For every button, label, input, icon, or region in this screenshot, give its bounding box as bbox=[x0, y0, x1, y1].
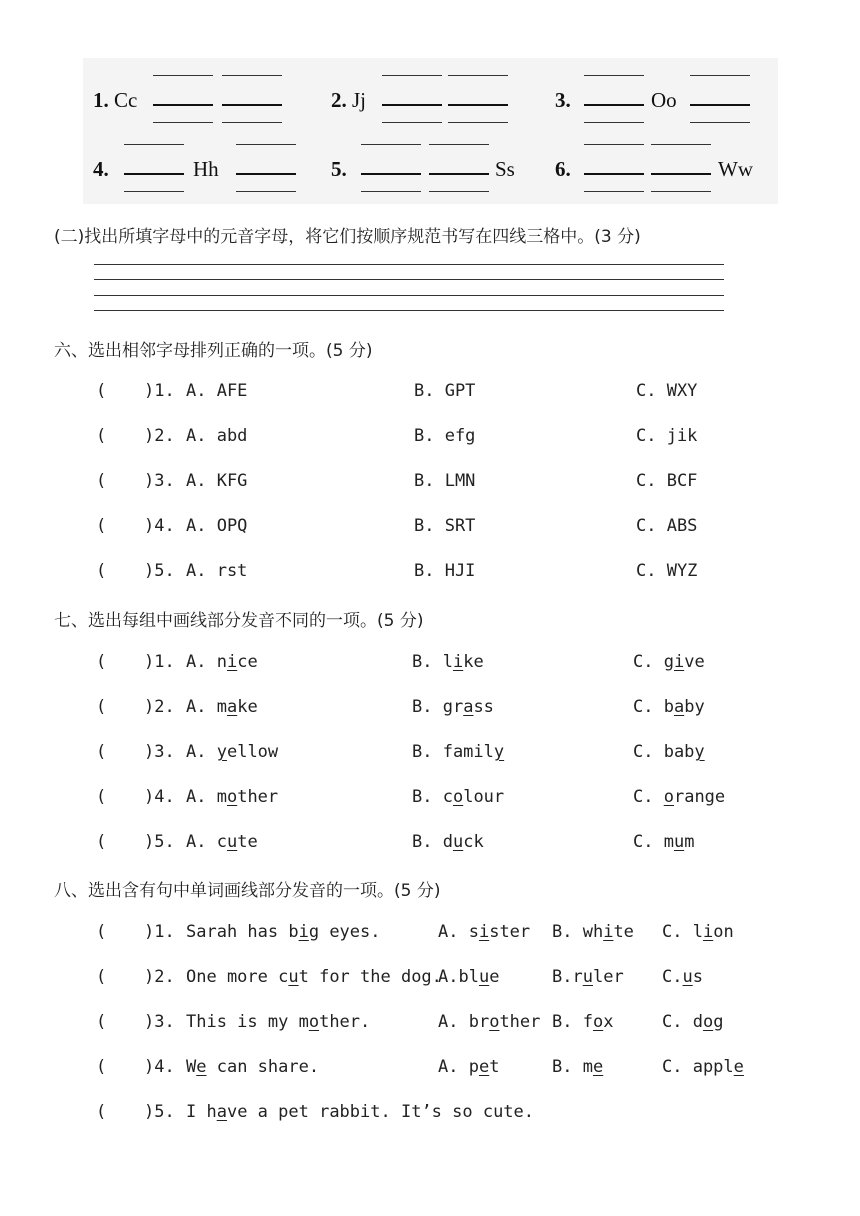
option-b: B. fox bbox=[552, 1012, 614, 1032]
option-a: A. rst bbox=[186, 561, 248, 581]
question-row bbox=[96, 1012, 796, 1036]
question-number: )1. bbox=[144, 652, 175, 672]
option-a: A. pet bbox=[438, 1057, 500, 1077]
option-b: B. family bbox=[412, 742, 505, 762]
option-a: A. abd bbox=[186, 426, 248, 446]
option-b: B. efg bbox=[414, 426, 476, 446]
option-a: A. yellow bbox=[186, 742, 279, 762]
question-row bbox=[96, 426, 796, 450]
write-slot[interactable] bbox=[382, 75, 442, 123]
write-slot[interactable] bbox=[429, 144, 489, 192]
letter-item-1: 1. Cc bbox=[93, 88, 138, 112]
letter-item-4: Hh bbox=[193, 157, 219, 181]
answer-bracket[interactable]: ( bbox=[96, 652, 107, 672]
question-row bbox=[96, 967, 796, 991]
letter-item-3-num: 3. bbox=[555, 88, 571, 112]
option-c: C. dog bbox=[662, 1012, 724, 1032]
letter-item-5-num: 5. bbox=[331, 157, 347, 181]
question-number: )5. bbox=[144, 1102, 175, 1122]
option-b: B. HJI bbox=[414, 561, 476, 581]
question-row bbox=[96, 561, 796, 585]
option-b: B. duck bbox=[412, 832, 484, 852]
question-row bbox=[96, 1102, 796, 1126]
section-7-title: 七、选出每组中画线部分发音不同的一项。(5 分) bbox=[54, 611, 424, 631]
letter-item-6: Ww bbox=[718, 157, 753, 181]
answer-bracket[interactable]: ( bbox=[96, 1102, 107, 1122]
option-a: A. AFE bbox=[186, 381, 248, 401]
question-number: )4. bbox=[144, 787, 175, 807]
write-slot[interactable] bbox=[124, 144, 184, 192]
answer-bracket[interactable]: ( bbox=[96, 1012, 107, 1032]
write-slot[interactable] bbox=[153, 75, 213, 123]
question-number: )3. bbox=[144, 1012, 175, 1032]
write-slot[interactable] bbox=[690, 75, 750, 123]
question-row bbox=[96, 787, 796, 811]
option-c: C. apple bbox=[662, 1057, 744, 1077]
answer-bracket[interactable]: ( bbox=[96, 471, 107, 491]
question-number: )3. bbox=[144, 471, 175, 491]
answer-bracket[interactable]: ( bbox=[96, 922, 107, 942]
option-a: A. cute bbox=[186, 832, 258, 852]
answer-bracket[interactable]: ( bbox=[96, 832, 107, 852]
option-a: A. mother bbox=[186, 787, 279, 807]
option-a: A.blue bbox=[438, 967, 500, 987]
option-b: B. LMN bbox=[414, 471, 476, 491]
question-row bbox=[96, 697, 796, 721]
section-vowels-title: (二)找出所填字母中的元音字母，将它们按顺序规范书写在四线三格中。(3 分) bbox=[54, 227, 641, 247]
answer-bracket[interactable]: ( bbox=[96, 787, 107, 807]
question-sentence: One more cut for the dog. bbox=[186, 967, 442, 987]
question-sentence: We can share. bbox=[186, 1057, 320, 1077]
option-b: B. GPT bbox=[414, 381, 476, 401]
option-a: A. sister bbox=[438, 922, 531, 942]
option-a: A. KFG bbox=[186, 471, 248, 491]
option-a: A. nice bbox=[186, 652, 258, 672]
question-row bbox=[96, 516, 796, 540]
answer-bracket[interactable]: ( bbox=[96, 967, 107, 987]
answer-bracket[interactable]: ( bbox=[96, 697, 107, 717]
option-c: C. give bbox=[633, 652, 705, 672]
letter-item-5: Ss bbox=[495, 157, 515, 181]
answer-bracket[interactable]: ( bbox=[96, 516, 107, 536]
option-b: B. me bbox=[552, 1057, 604, 1077]
write-slot[interactable] bbox=[222, 75, 282, 123]
question-number: )2. bbox=[144, 697, 175, 717]
question-row bbox=[96, 832, 796, 856]
option-a: A. brother bbox=[438, 1012, 541, 1032]
write-slot[interactable] bbox=[584, 144, 644, 192]
section-6-title: 六、选出相邻字母排列正确的一项。(5 分) bbox=[54, 341, 373, 361]
write-slot[interactable] bbox=[584, 75, 644, 123]
option-c: C.us bbox=[662, 967, 703, 987]
option-a: A. make bbox=[186, 697, 258, 717]
answer-bracket[interactable]: ( bbox=[96, 1057, 107, 1077]
option-c: C. lion bbox=[662, 922, 734, 942]
answer-bracket[interactable]: ( bbox=[96, 561, 107, 581]
question-number: )4. bbox=[144, 516, 175, 536]
option-c: C. orange bbox=[633, 787, 726, 807]
option-c: C. baby bbox=[633, 742, 705, 762]
four-line-grid[interactable] bbox=[94, 264, 724, 314]
letter-item-4-num: 4. bbox=[93, 157, 109, 181]
question-sentence: I have a pet rabbit. It’s so cute. bbox=[186, 1102, 535, 1122]
question-row bbox=[96, 742, 796, 766]
option-b: B. SRT bbox=[414, 516, 476, 536]
option-c: C. baby bbox=[633, 697, 705, 717]
letter-item-3: Oo bbox=[651, 88, 677, 112]
question-row bbox=[96, 471, 796, 495]
option-c: C. ABS bbox=[636, 516, 698, 536]
answer-bracket[interactable]: ( bbox=[96, 426, 107, 446]
option-b: B. grass bbox=[412, 697, 494, 717]
question-row bbox=[96, 381, 796, 405]
letter-item-6-num: 6. bbox=[555, 157, 571, 181]
question-row bbox=[96, 1057, 796, 1081]
question-number: )3. bbox=[144, 742, 175, 762]
question-row bbox=[96, 922, 796, 946]
question-row bbox=[96, 652, 796, 676]
question-number: )1. bbox=[144, 922, 175, 942]
option-b: B. white bbox=[552, 922, 634, 942]
section-8-title: 八、选出含有句中单词画线部分发音的一项。(5 分) bbox=[54, 881, 441, 901]
question-number: )1. bbox=[144, 381, 175, 401]
question-number: )5. bbox=[144, 832, 175, 852]
write-slot[interactable] bbox=[651, 144, 711, 192]
answer-bracket[interactable]: ( bbox=[96, 742, 107, 762]
write-slot[interactable] bbox=[361, 144, 421, 192]
option-c: C. WXY bbox=[636, 381, 698, 401]
question-number: )4. bbox=[144, 1057, 175, 1077]
letter-item-2: 2. Jj bbox=[331, 88, 367, 112]
answer-bracket[interactable]: ( bbox=[96, 381, 107, 401]
option-c: C. mum bbox=[633, 832, 695, 852]
question-sentence: This is my mother. bbox=[186, 1012, 371, 1032]
option-b: B. colour bbox=[412, 787, 505, 807]
write-slot[interactable] bbox=[448, 75, 508, 123]
option-c: C. WYZ bbox=[636, 561, 698, 581]
question-sentence: Sarah has big eyes. bbox=[186, 922, 381, 942]
option-a: A. OPQ bbox=[186, 516, 248, 536]
option-b: B. like bbox=[412, 652, 484, 672]
option-c: C. jik bbox=[636, 426, 698, 446]
write-slot[interactable] bbox=[236, 144, 296, 192]
option-b: B.ruler bbox=[552, 967, 624, 987]
question-number: )2. bbox=[144, 967, 175, 987]
option-c: C. BCF bbox=[636, 471, 698, 491]
question-number: )2. bbox=[144, 426, 175, 446]
question-number: )5. bbox=[144, 561, 175, 581]
